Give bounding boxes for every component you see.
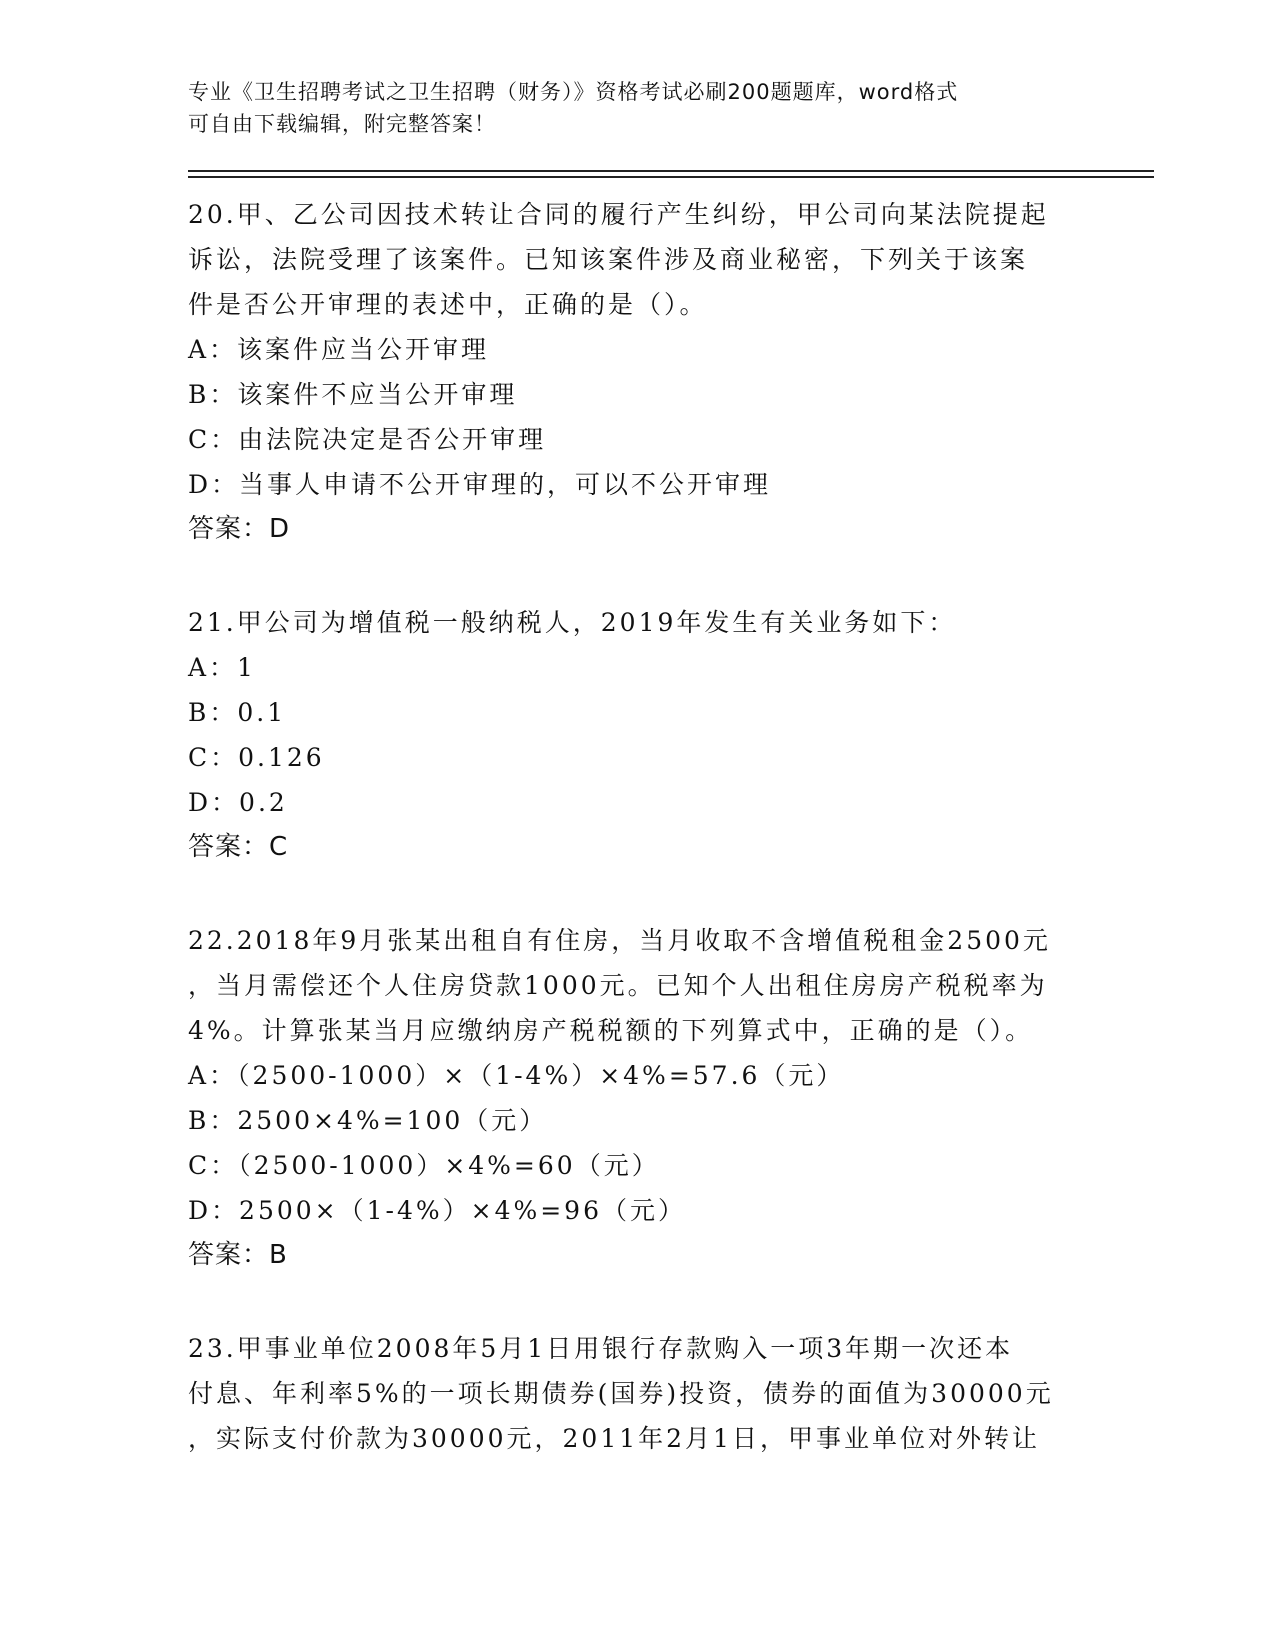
question-stem-line: 诉讼，法院受理了该案件。已知该案件涉及商业秘密，下列关于该案 <box>188 245 1029 274</box>
question-stem-line: ，当月需偿还个人住房贷款1000元。已知个人出租住房房产税税率为 <box>188 971 1048 1000</box>
answer-option: D：2500×（1-4%）×4%=96（元） <box>188 1196 686 1225</box>
question-block <box>188 918 1088 1326</box>
header-divider-top <box>188 170 1154 172</box>
question-stem-line: 件是否公开审理的表述中，正确的是（）。 <box>188 290 708 319</box>
answer-option: D：当事人申请不公开审理的，可以不公开审理 <box>188 470 772 499</box>
question-spacer <box>188 552 1088 600</box>
question-stem-line: ，实际支付价款为30000元，2011年2月1日，甲事业单位对外转让 <box>188 1424 1040 1453</box>
answer-option: B：该案件不应当公开审理 <box>188 380 518 409</box>
question-stem-line: 20.甲、乙公司因技术转让合同的履行产生纠纷，甲公司向某法院提起 <box>188 200 1049 229</box>
header-divider-bottom <box>188 176 1154 178</box>
answer-key: 答案：D <box>188 514 291 544</box>
document-header <box>188 76 1068 140</box>
question-block <box>188 600 1088 918</box>
question-spacer <box>188 1278 1088 1326</box>
answer-key: 答案：B <box>188 1240 288 1270</box>
question-block <box>188 1326 1088 1461</box>
answer-option: A：1 <box>188 653 256 682</box>
header-line-2: 可自由下载编辑，附完整答案！ <box>188 112 496 136</box>
answer-option: D：0.2 <box>188 788 288 817</box>
question-stem-line: 21.甲公司为增值税一般纳税人，2019年发生有关业务如下： <box>188 608 957 637</box>
answer-option: B：0.1 <box>188 698 287 727</box>
question-list <box>188 192 1088 1461</box>
answer-option: C：（2500-1000）×4%=60（元） <box>188 1151 660 1180</box>
question-stem-line: 22.2018年9月张某出租自有住房，当月收取不含增值税租金2500元 <box>188 926 1051 955</box>
question-block <box>188 192 1088 600</box>
question-stem-line: 23.甲事业单位2008年5月1日用银行存款购入一项3年期一次还本 <box>188 1334 1014 1363</box>
answer-option: A：该案件应当公开审理 <box>188 335 490 364</box>
answer-key: 答案：C <box>188 832 289 862</box>
answer-option: C：0.126 <box>188 743 325 772</box>
question-spacer <box>188 870 1088 918</box>
question-stem-line: 付息、年利率5%的一项长期债券(国券)投资，债券的面值为30000元 <box>188 1379 1054 1408</box>
header-line-1: 专业《卫生招聘考试之卫生招聘（财务）》资格考试必刷200题题库，word格式 <box>188 80 959 104</box>
answer-option: C：由法院决定是否公开审理 <box>188 425 547 454</box>
question-stem-line: 4%。计算张某当月应缴纳房产税税额的下列算式中，正确的是（）。 <box>188 1016 1034 1045</box>
answer-option: B：2500×4%=100（元） <box>188 1106 548 1135</box>
answer-option: A：（2500-1000）×（1-4%）×4%=57.6（元） <box>188 1061 845 1090</box>
